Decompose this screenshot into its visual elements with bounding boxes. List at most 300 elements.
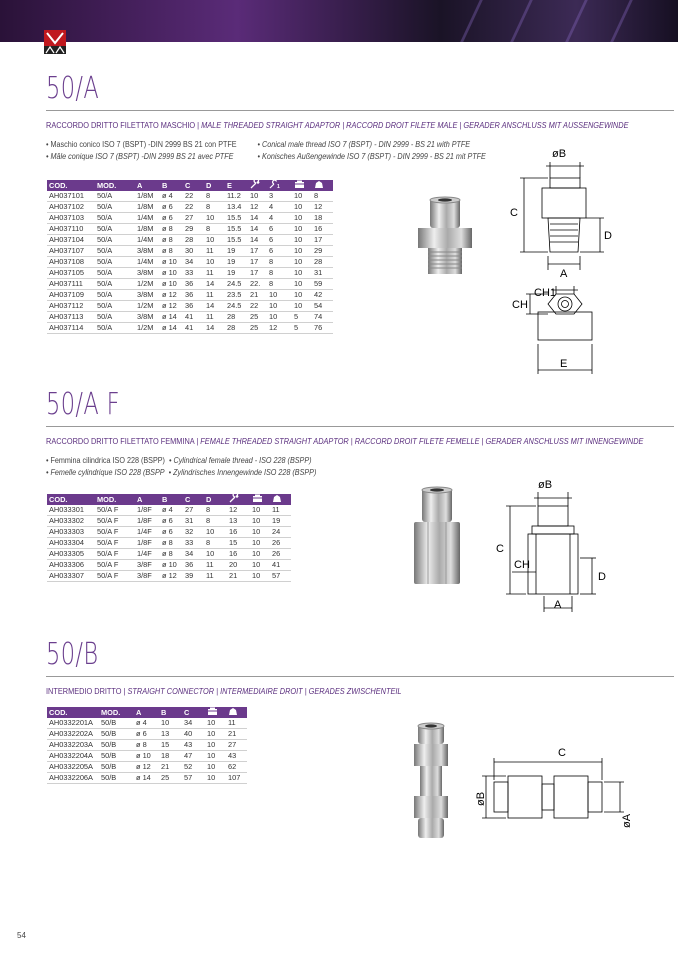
table-cell: ø 6 (160, 527, 183, 538)
section-subtitle: RACCORDO DRITTO FILETTATO MASCHIO | MALE THREADED STRAIGHT ADAPTOR | RACCORD DROIT FILETE MALE | GERADER ANSCHLUSS MIT AUSSENGEWINDE (46, 121, 629, 130)
column-header: COD. (47, 707, 99, 718)
column-header (248, 180, 267, 191)
divider (46, 110, 674, 111)
table-row (47, 505, 291, 516)
table-cell: 21 (248, 290, 267, 301)
column-header (250, 494, 270, 505)
table-row (47, 290, 333, 301)
table-cell: 3/8M (135, 290, 160, 301)
table-cell: ø 10 (160, 257, 183, 268)
table-cell: 3/8F (135, 571, 160, 582)
table-cell: AH0332201A (47, 718, 99, 729)
table-cell: 10 (292, 257, 312, 268)
table-cell: 36 (183, 301, 204, 312)
section-title: 50/B (46, 637, 99, 672)
table-cell: 11 (204, 312, 225, 323)
table-cell: 10 (292, 202, 312, 213)
divider (46, 426, 674, 427)
table-cell: 10 (204, 549, 227, 560)
table-cell: 24 (270, 527, 291, 538)
table-cell: 28 (312, 257, 333, 268)
table-cell: 33 (183, 268, 204, 279)
product-photo-50a (410, 196, 485, 276)
table-cell: 29 (312, 246, 333, 257)
table-cell: 25 (248, 323, 267, 334)
pack-icon (314, 182, 324, 191)
table-cell: 30 (183, 246, 204, 257)
product-table (47, 180, 333, 334)
table-cell: 50/A (95, 290, 135, 301)
wrench-icon (250, 182, 260, 191)
table-cell: 50/A F (95, 538, 135, 549)
table-cell: AH037105 (47, 268, 95, 279)
table-cell: 40 (182, 729, 205, 740)
table-row (47, 279, 333, 290)
table-cell: 41 (183, 312, 204, 323)
table-cell: 31 (183, 516, 204, 527)
table-row (47, 762, 247, 773)
table-cell: 1/8F (135, 538, 160, 549)
wrench-icon (229, 496, 239, 505)
table-cell: 36 (183, 290, 204, 301)
table-cell: 54 (312, 301, 333, 312)
box-icon (252, 496, 263, 505)
table-cell: 50/B (99, 751, 134, 762)
bullet: • Mâle conique ISO 7 (BSPT) -DIN 2999 BS 21 avec PTFE (46, 152, 234, 161)
table-cell: 10 (292, 235, 312, 246)
column-header: B (159, 707, 182, 718)
section-title: 50/A F (46, 387, 120, 422)
table-cell: 27 (183, 213, 204, 224)
table-cell: 13 (159, 729, 182, 740)
table-cell: ø 10 (160, 268, 183, 279)
table-row (47, 224, 333, 235)
bullet: • Cylindrical female thread - ISO 228 (BSPP) (168, 456, 312, 465)
column-header: MOD. (99, 707, 134, 718)
table-cell: 10 (159, 718, 182, 729)
table-cell: 34 (182, 718, 205, 729)
column-header: MOD. (95, 494, 135, 505)
table-cell: 34 (183, 549, 204, 560)
table-row (47, 301, 333, 312)
table-cell: 18 (312, 213, 333, 224)
column-header: B (160, 494, 183, 505)
table-cell: 8 (204, 516, 227, 527)
table-cell: AH037109 (47, 290, 95, 301)
dim-label-c: C (510, 207, 518, 219)
table-cell: 8 (267, 268, 292, 279)
table-cell: 10 (248, 191, 267, 202)
table-row (47, 773, 247, 784)
table-cell: ø 12 (134, 762, 159, 773)
dim-label-d: D (604, 230, 612, 242)
table-cell: 50/A (95, 191, 135, 202)
table-cell: 19 (270, 516, 291, 527)
table-cell: 10 (250, 571, 270, 582)
table-cell: ø 6 (160, 213, 183, 224)
column-header (312, 180, 333, 191)
table-cell: 4 (267, 202, 292, 213)
table-cell: 17 (248, 246, 267, 257)
table-cell: 50/A (95, 224, 135, 235)
table-cell: 10 (250, 516, 270, 527)
table-cell: ø 10 (160, 560, 183, 571)
table-cell: 25 (248, 312, 267, 323)
table-cell: 24.5 (225, 279, 248, 290)
table-cell: AH037110 (47, 224, 95, 235)
table-cell: 31 (312, 268, 333, 279)
table-cell: ø 8 (160, 235, 183, 246)
table-cell: 1/2M (135, 301, 160, 312)
table-cell: 6 (267, 224, 292, 235)
table-cell: 10 (204, 235, 225, 246)
table-cell: 27 (226, 740, 247, 751)
table-cell: 19 (225, 246, 248, 257)
table-cell: AH0332204A (47, 751, 99, 762)
table-cell: 10 (205, 762, 226, 773)
table-cell: 21 (159, 762, 182, 773)
table-cell: 13.4 (225, 202, 248, 213)
dim-label-ch1: CH1 (534, 287, 557, 299)
bullet: • Zylindrisches Innengewinde ISO 228 (BSPP) (168, 468, 317, 477)
table-cell: 11 (204, 290, 225, 301)
table-row (47, 718, 247, 729)
table-cell: 11.2 (225, 191, 248, 202)
table-cell: 4 (267, 213, 292, 224)
table-cell: 16 (227, 549, 250, 560)
table-cell: 1/2M (135, 323, 160, 334)
table-cell: ø 8 (160, 549, 183, 560)
table-cell: 8 (204, 202, 225, 213)
table-cell: 10 (204, 527, 227, 538)
table-cell: 22 (183, 191, 204, 202)
table-cell: 8 (267, 257, 292, 268)
table-cell: ø 14 (160, 312, 183, 323)
table-cell: 10 (267, 290, 292, 301)
table-cell: 17 (248, 268, 267, 279)
table-cell: 3/8M (135, 246, 160, 257)
table-row (47, 312, 333, 323)
box-icon (294, 182, 305, 191)
column-header (267, 180, 292, 191)
table-cell: 10 (205, 718, 226, 729)
table-row (47, 235, 333, 246)
company-logo-icon (44, 30, 66, 56)
table-cell: 50/A F (95, 527, 135, 538)
table-cell: 10 (205, 773, 226, 784)
table-cell: 50/A F (95, 571, 135, 582)
table-cell: ø 14 (160, 323, 183, 334)
table-cell: 25 (159, 773, 182, 784)
table-cell: 5 (292, 312, 312, 323)
table-cell: 74 (312, 312, 333, 323)
table-cell: 12 (312, 202, 333, 213)
table-cell: 43 (182, 740, 205, 751)
table-cell: AH0332206A (47, 773, 99, 784)
table-cell: 19 (225, 257, 248, 268)
table-cell: 76 (312, 323, 333, 334)
table-cell: AH0332203A (47, 740, 99, 751)
table-cell: 10 (292, 191, 312, 202)
table-cell: 16 (312, 224, 333, 235)
table-cell: 14 (204, 301, 225, 312)
table-cell: AH037103 (47, 213, 95, 224)
table-cell: 24.5 (225, 301, 248, 312)
table-cell: AH037101 (47, 191, 95, 202)
table-cell: 50/A (95, 202, 135, 213)
bullet: • Femmina cilindrica ISO 228 (BSPP) (46, 456, 165, 465)
table-cell: 14 (248, 235, 267, 246)
table-cell: 50/A F (95, 516, 135, 527)
table-cell: 15.5 (225, 213, 248, 224)
table-cell: ø 8 (160, 538, 183, 549)
table-cell: ø 4 (160, 191, 183, 202)
table-cell: 50/A (95, 301, 135, 312)
table-cell: AH033306 (47, 560, 95, 571)
table-cell: 39 (183, 571, 204, 582)
table-cell: 6 (267, 246, 292, 257)
table-row (47, 202, 333, 213)
table-row (47, 571, 291, 582)
table-cell: 1/4M (135, 235, 160, 246)
table-cell: 11 (204, 571, 227, 582)
dim-label-b: øB (552, 148, 567, 160)
table-cell: 11 (204, 268, 225, 279)
table-cell: 10 (292, 268, 312, 279)
table-cell: 59 (312, 279, 333, 290)
pack-icon (228, 709, 238, 718)
table-cell: 42 (312, 290, 333, 301)
table-cell: 10 (205, 740, 226, 751)
table-cell: AH037107 (47, 246, 95, 257)
dim-label-ch: CH (512, 299, 528, 311)
table-50af (47, 494, 291, 582)
product-photo-50af (410, 486, 465, 586)
table-cell: AH033303 (47, 527, 95, 538)
table-cell: AH037111 (47, 279, 95, 290)
bullet: • Femelle cylindrique ISO 228 (BSPP (46, 468, 165, 477)
table-cell: 50/A (95, 246, 135, 257)
table-cell: 11 (204, 246, 225, 257)
table-cell: 50/B (99, 718, 134, 729)
dim-label-a: A (560, 268, 568, 280)
table-cell: 10 (250, 560, 270, 571)
table-cell: 50/A (95, 213, 135, 224)
column-header (227, 494, 250, 505)
table-cell: 14 (204, 323, 225, 334)
table-cell: 50/A F (95, 505, 135, 516)
table-cell: 15.5 (225, 235, 248, 246)
pack-icon (272, 496, 282, 505)
section-subtitle: RACCORDO DRITTO FILETTATO FEMMINA | FEMALE THREADED STRAIGHT ADAPTOR | RACCORD DROIT FILETE FEMELLE | GERADER ANSCHLUSS MIT INNENGEWINDE (46, 437, 644, 446)
column-header (226, 707, 247, 718)
table-cell: 1/8M (135, 191, 160, 202)
table-cell: 50/A F (95, 549, 135, 560)
dim-label-b: øB (538, 479, 553, 491)
section-50b (46, 638, 674, 696)
table-cell: ø 8 (160, 224, 183, 235)
table-row (47, 516, 291, 527)
table-cell: 5 (292, 323, 312, 334)
table-cell: AH033307 (47, 571, 95, 582)
table-cell: 22. (248, 279, 267, 290)
dim-label-c: C (558, 747, 566, 759)
table-50b (47, 707, 247, 784)
table-cell: 43 (226, 751, 247, 762)
table-cell: 50/B (99, 729, 134, 740)
table-cell: 10 (292, 246, 312, 257)
table-cell: 10 (292, 224, 312, 235)
table-50a (47, 180, 333, 334)
section-subtitle: INTERMEDIO DRITTO | STRAIGHT CONNECTOR | INTERMEDIAIRE DROIT | GERADES ZWISCHENTEIL (46, 687, 402, 696)
technical-drawing-50b (474, 740, 644, 830)
table-cell: ø 14 (134, 773, 159, 784)
table-cell: AH033305 (47, 549, 95, 560)
table-cell: 22 (248, 301, 267, 312)
table-cell: 12 (248, 202, 267, 213)
table-cell: 1/4M (135, 213, 160, 224)
table-cell: AH0332205A (47, 762, 99, 773)
table-cell: 50/B (99, 773, 134, 784)
table-cell: 50/A (95, 268, 135, 279)
product-table (47, 707, 247, 784)
table-cell: 3 (267, 191, 292, 202)
product-table (47, 494, 291, 582)
table-cell: 21 (227, 571, 250, 582)
column-header: C (183, 180, 204, 191)
table-cell: 10 (250, 505, 270, 516)
table-cell: 8 (267, 279, 292, 290)
table-cell: 3/8M (135, 268, 160, 279)
table-cell: AH033304 (47, 538, 95, 549)
table-cell: 62 (226, 762, 247, 773)
table-cell: 52 (182, 762, 205, 773)
table-cell: 50/A (95, 323, 135, 334)
dim-label-a: øA (621, 813, 633, 828)
table-cell: 8 (204, 191, 225, 202)
table-cell: 10 (267, 312, 292, 323)
dim-label-ch: CH (514, 559, 530, 571)
table-cell: 10 (205, 729, 226, 740)
column-header: COD. (47, 180, 95, 191)
table-cell: ø 10 (134, 751, 159, 762)
table-cell: 26 (270, 549, 291, 560)
table-cell: 13 (227, 516, 250, 527)
table-cell: 50/A (95, 257, 135, 268)
page-number: 54 (17, 931, 26, 940)
table-cell: 12 (267, 323, 292, 334)
table-cell: 1/8M (135, 224, 160, 235)
technical-drawing-50af (492, 476, 622, 616)
table-cell: ø 4 (134, 718, 159, 729)
table-cell: ø 8 (160, 246, 183, 257)
table-cell: 14 (204, 279, 225, 290)
column-header: C (183, 494, 204, 505)
table-cell: 8 (204, 505, 227, 516)
table-cell: 1/8F (135, 505, 160, 516)
bullet: • Konisches Außengewinde ISO 7 (BSPT) - DIN 2999 - BS 21 mit PTFE (257, 152, 486, 161)
table-row (47, 729, 247, 740)
table-row (47, 268, 333, 279)
table-cell: 3/8M (135, 312, 160, 323)
table-cell: 15.5 (225, 224, 248, 235)
table-row (47, 560, 291, 571)
table-cell: 57 (270, 571, 291, 582)
column-header: A (135, 180, 160, 191)
table-cell: 32 (183, 527, 204, 538)
dim-label-a: A (554, 599, 562, 611)
table-cell: 41 (183, 323, 204, 334)
table-cell: 57 (182, 773, 205, 784)
table-cell: ø 10 (160, 279, 183, 290)
table-row (47, 213, 333, 224)
table-cell: ø 12 (160, 301, 183, 312)
bullet: • Maschio conico ISO 7 (BSPT) -DIN 2999 BS 21 con PTFE (46, 140, 237, 149)
table-cell: 11 (270, 505, 291, 516)
dim-label-e: E (560, 358, 568, 370)
table-cell: 18 (159, 751, 182, 762)
column-header: D (204, 180, 225, 191)
table-row (47, 527, 291, 538)
table-cell: 28 (183, 235, 204, 246)
table-cell: AH0332202A (47, 729, 99, 740)
column-header (270, 494, 291, 505)
table-cell: 27 (183, 505, 204, 516)
table-cell: 12 (227, 505, 250, 516)
table-cell: 14 (248, 213, 267, 224)
table-cell: 33 (183, 538, 204, 549)
table-cell: 22 (183, 202, 204, 213)
table-cell: 10 (267, 301, 292, 312)
column-header: A (135, 494, 160, 505)
table-cell: AH037113 (47, 312, 95, 323)
table-cell: AH037102 (47, 202, 95, 213)
table-cell: 1/8F (135, 516, 160, 527)
table-cell: 1/4F (135, 527, 160, 538)
section-title: 50/A (46, 71, 100, 106)
table-cell: 50/A (95, 312, 135, 323)
dim-label-c: C (496, 543, 504, 555)
table-cell: 1/4M (135, 257, 160, 268)
wrench-ch1-icon (269, 182, 281, 191)
table-cell: 8 (204, 538, 227, 549)
table-cell: ø 8 (134, 740, 159, 751)
table-cell: 21 (226, 729, 247, 740)
table-cell: 28 (225, 312, 248, 323)
column-header (292, 180, 312, 191)
table-cell: 10 (292, 301, 312, 312)
table-row (47, 740, 247, 751)
table-cell: AH037104 (47, 235, 95, 246)
table-cell: 11 (204, 560, 227, 571)
table-cell: 11 (226, 718, 247, 729)
table-cell: 15 (159, 740, 182, 751)
box-icon (207, 709, 218, 718)
table-cell: 107 (226, 773, 247, 784)
table-cell: AH033302 (47, 516, 95, 527)
table-cell: 50/B (99, 762, 134, 773)
table-cell: 10 (250, 527, 270, 538)
column-header: C (182, 707, 205, 718)
table-row (47, 246, 333, 257)
header-band (0, 0, 678, 42)
bullet: • Conical male thread ISO 7 (BSPT) - DIN 2999 - BS 21 with PTFE (257, 140, 471, 149)
table-cell: ø 12 (160, 290, 183, 301)
table-cell: 10 (292, 290, 312, 301)
table-cell: 17 (312, 235, 333, 246)
table-cell: 19 (225, 268, 248, 279)
table-cell: 1/8M (135, 202, 160, 213)
